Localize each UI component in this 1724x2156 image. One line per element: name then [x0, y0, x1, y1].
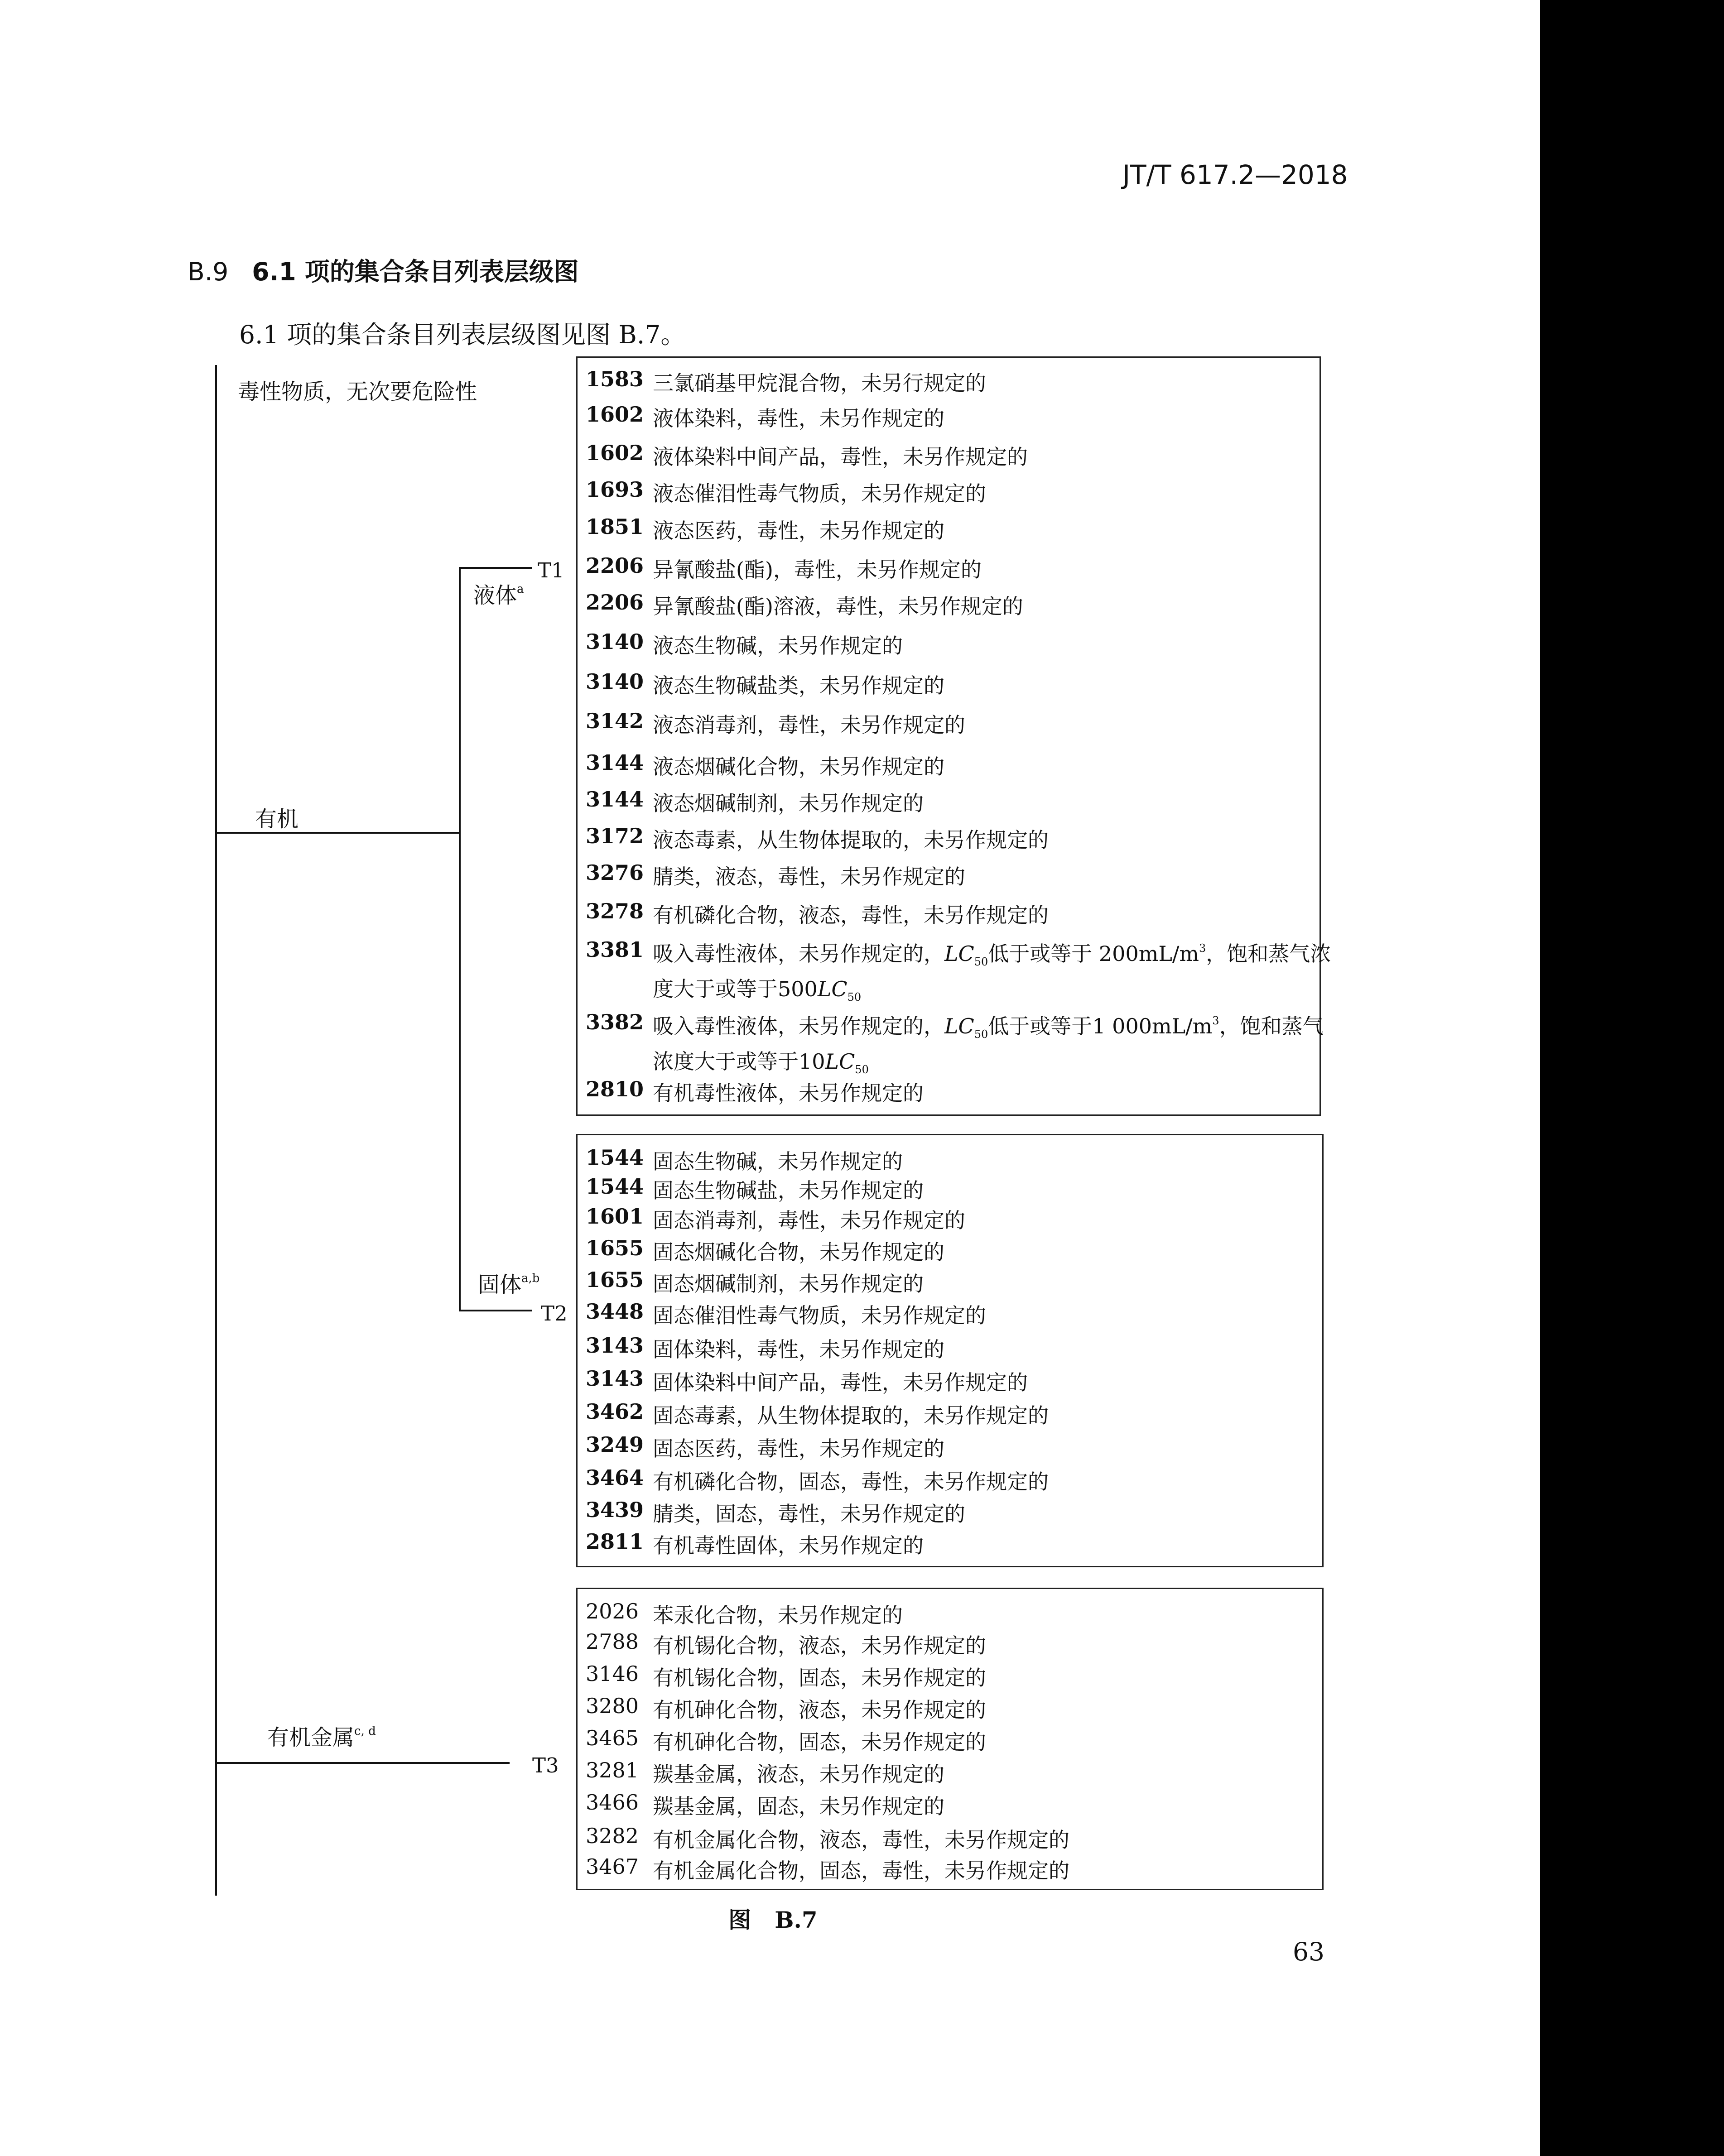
tree-branch-solid: [459, 1310, 532, 1311]
section-intro: 6.1 项的集合条目列表层级图见图 B.7。: [239, 320, 686, 349]
list-item: 3140 液态生物碱，未另作规定的: [586, 629, 903, 658]
tree-liquid-label: 液体$^a$: [473, 582, 524, 608]
tree-branch-liquid: [459, 567, 532, 569]
tree-organic-vertical: [459, 567, 461, 1311]
scan-black-edge: [1540, 0, 1724, 2156]
tag-t2: T2: [541, 1301, 568, 1325]
list-item: 1544 固态生物碱，未另作规定的: [586, 1145, 903, 1174]
tree-organometallic-label: 有机金属$^{c, d}$: [267, 1724, 376, 1750]
tag-t3: T3: [532, 1753, 559, 1777]
list-item: 3278 有机磷化合物，液态，毒性，未另作规定的: [586, 899, 1049, 927]
list-item: 3465 有机砷化合物，固态，未另作规定的: [586, 1726, 986, 1754]
list-item: 1602 液体染料中间产品，毒性，未另作规定的: [586, 441, 1028, 469]
page-number: 63: [1293, 1937, 1324, 1966]
section-number: B.9: [188, 257, 229, 286]
list-item: 3448 固态催泪性毒气物质，未另作规定的: [586, 1299, 986, 1328]
list-item: 1851 液态医药，毒性，未另作规定的: [586, 514, 944, 543]
list-item: 3462 固态毒素，从生物体提取的，未另作规定的: [586, 1399, 1049, 1428]
list-item: 3140 液态生物碱盐类，未另作规定的: [586, 669, 944, 698]
list-item: 3146 有机锡化合物，固态，未另作规定的: [586, 1661, 986, 1690]
list-item: 2811 有机毒性固体，未另作规定的: [586, 1529, 924, 1558]
list-item: 2810 有机毒性液体，未另作规定的: [586, 1077, 924, 1105]
list-item: 2206 异氰酸盐(酯)溶液，毒性，未另作规定的: [586, 590, 1023, 619]
list-item: 1655 固态烟碱制剂，未另作规定的: [586, 1268, 924, 1296]
figure-caption: 图 B.7: [728, 1906, 818, 1933]
list-item: 3144 液态烟碱化合物，未另作规定的: [586, 750, 944, 779]
tree-root-label: 毒性物质，无次要危险性: [238, 379, 477, 404]
list-item: 3281 羰基金属，液态，未另作规定的: [586, 1758, 944, 1786]
list-item: 1544 固态生物碱盐，未另作规定的: [586, 1174, 924, 1203]
list-item: 3382 吸入毒性液体，未另作规定的，$LC_{50}$低于或等于1 $000mL/m^3$，饱和蒸气 浓度大于或等于$10LC_{50}$: [586, 1010, 1324, 1076]
list-item: 3467 有机金属化合物，固态，毒性，未另作规定的: [586, 1854, 1069, 1883]
tree-organic-label: 有机: [255, 807, 299, 832]
list-item: 1583 三氯硝基甲烷混合物，未另行规定的: [586, 367, 986, 395]
list-item: 3464 有机磷化合物，固态，毒性，未另作规定的: [586, 1465, 1049, 1494]
list-item: 1602 液体染料，毒性，未另作规定的: [586, 402, 944, 431]
t3-entry-box: [576, 1588, 1324, 1890]
list-item: 3439 腈类，固态，毒性，未另作规定的: [586, 1498, 965, 1526]
list-item: 3142 液态消毒剂，毒性，未另作规定的: [586, 709, 965, 737]
tree-trunk-line: [215, 365, 217, 1896]
list-item: 1693 液态催泪性毒气物质，未另作规定的: [586, 477, 986, 506]
section-heading: [188, 252, 579, 288]
list-item: 3144 液态烟碱制剂，未另作规定的: [586, 787, 924, 816]
list-item: 2026 苯汞化合物，未另作规定的: [586, 1599, 903, 1628]
section-title: 6.1 项的集合条目列表层级图: [252, 257, 579, 286]
list-item: 3172 液态毒素，从生物体提取的，未另作规定的: [586, 824, 1049, 852]
list-item: 3249 固态医药，毒性，未另作规定的: [586, 1432, 944, 1461]
tag-t1: T1: [538, 558, 564, 582]
list-item: 1655 固态烟碱化合物，未另作规定的: [586, 1236, 944, 1264]
list-item: 1601 固态消毒剂，毒性，未另作规定的: [586, 1204, 965, 1233]
list-item: 3280 有机砷化合物，液态，未另作规定的: [586, 1694, 986, 1722]
list-item: 3143 固体染料中间产品，毒性，未另作规定的: [586, 1366, 1028, 1395]
list-item: 2206 异氰酸盐(酯)，毒性，未另作规定的: [586, 553, 982, 582]
list-item: 2788 有机锡化合物，液态，未另作规定的: [586, 1629, 986, 1658]
list-item: 3381 吸入毒性液体，未另作规定的，$LC_{50}$低于或等于 $200mL/m^3$，饱和蒸气浓 度大于或等于$500LC_{50}$: [586, 937, 1331, 1004]
list-item: 3276 腈类，液态，毒性，未另作规定的: [586, 860, 965, 889]
list-item: 3143 固体染料，毒性，未另作规定的: [586, 1333, 944, 1362]
t1-entry-box: [576, 356, 1331, 1116]
list-item: 3282 有机金属化合物，液态，毒性，未另作规定的: [586, 1824, 1069, 1852]
tree-solid-label: 固体$^{a,b}$: [478, 1272, 540, 1297]
tree-branch-organometallic: [215, 1762, 510, 1764]
t2-entry-box: [576, 1134, 1324, 1567]
document-code: JT/T 617.2—2018: [1122, 159, 1348, 190]
list-item: 3466 羰基金属，固态，未另作规定的: [586, 1790, 944, 1819]
tree-branch-organic: [215, 832, 460, 834]
